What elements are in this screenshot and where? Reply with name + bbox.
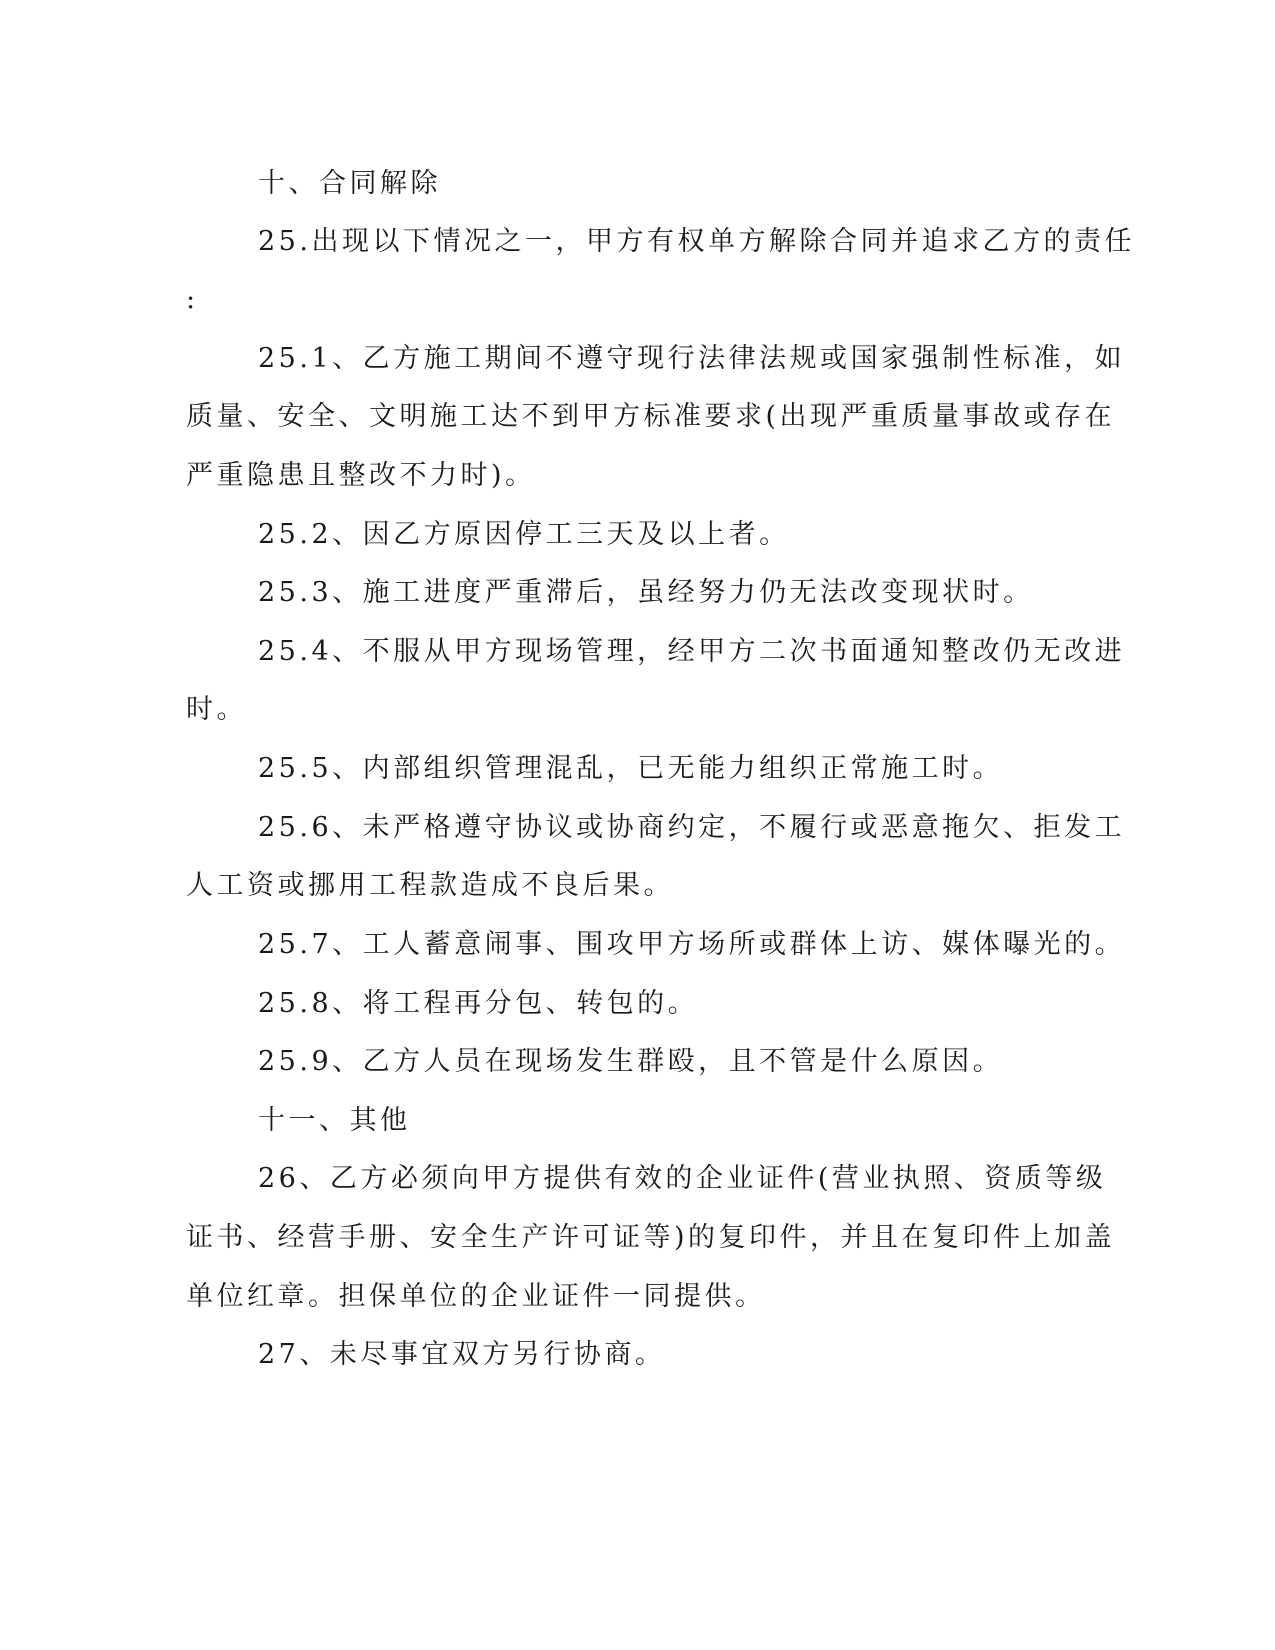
- clause-25-9: 25.9、乙方人员在现场发生群殴，且不管是什么原因。: [258, 1046, 1004, 1077]
- clause-25-8: 25.8、将工程再分包、转包的。: [258, 988, 699, 1019]
- clause-25-1: 25.1、乙方施工期间不遵守现行法律法规或国家强制性标准，如: [258, 343, 1126, 374]
- clause-25: 25.出现以下情况之一，甲方有权单方解除合同并追求乙方的责任: [258, 226, 1135, 257]
- clause-27: 27、未尽事宜双方另行协商。: [258, 1339, 666, 1370]
- section-heading-11: 十一、其他: [258, 1105, 411, 1136]
- clause-25-2: 25.2、因乙方原因停工三天及以上者。: [258, 519, 790, 550]
- clause-25-1-continuation: 质量、安全、文明施工达不到甲方标准要求(出现严重质量事故或存在: [186, 401, 1116, 432]
- clause-25-4: 25.4、不服从甲方现场管理，经甲方二次书面通知整改仍无改进: [258, 636, 1126, 667]
- section-heading-10: 十、合同解除: [258, 168, 441, 199]
- clause-25-6: 25.6、未严格遵守协议或协商约定，不履行或恶意拖欠、拒发工: [258, 812, 1126, 843]
- clause-25-7: 25.7、工人蓄意闹事、围攻甲方场所或群体上访、媒体曝光的。: [258, 929, 1126, 960]
- clause-26-continuation-2: 单位红章。担保单位的企业证件一同提供。: [186, 1281, 766, 1312]
- clause-26-continuation: 证书、经营手册、安全生产许可证等)的复印件，并且在复印件上加盖: [186, 1222, 1116, 1253]
- clause-25-continuation: :: [186, 284, 199, 315]
- clause-25-3: 25.3、施工进度严重滞后，虽经努力仍无法改变现状时。: [258, 577, 1034, 608]
- clause-26: 26、乙方必须向甲方提供有效的企业证件(营业执照、资质等级: [258, 1163, 1107, 1194]
- clause-25-4-continuation: 时。: [186, 694, 247, 725]
- clause-25-1-continuation-2: 严重隐患且整改不力时)。: [186, 460, 536, 491]
- clause-25-6-continuation: 人工资或挪用工程款造成不良后果。: [186, 870, 674, 901]
- clause-25-5: 25.5、内部组织管理混乱，已无能力组织正常施工时。: [258, 753, 1004, 784]
